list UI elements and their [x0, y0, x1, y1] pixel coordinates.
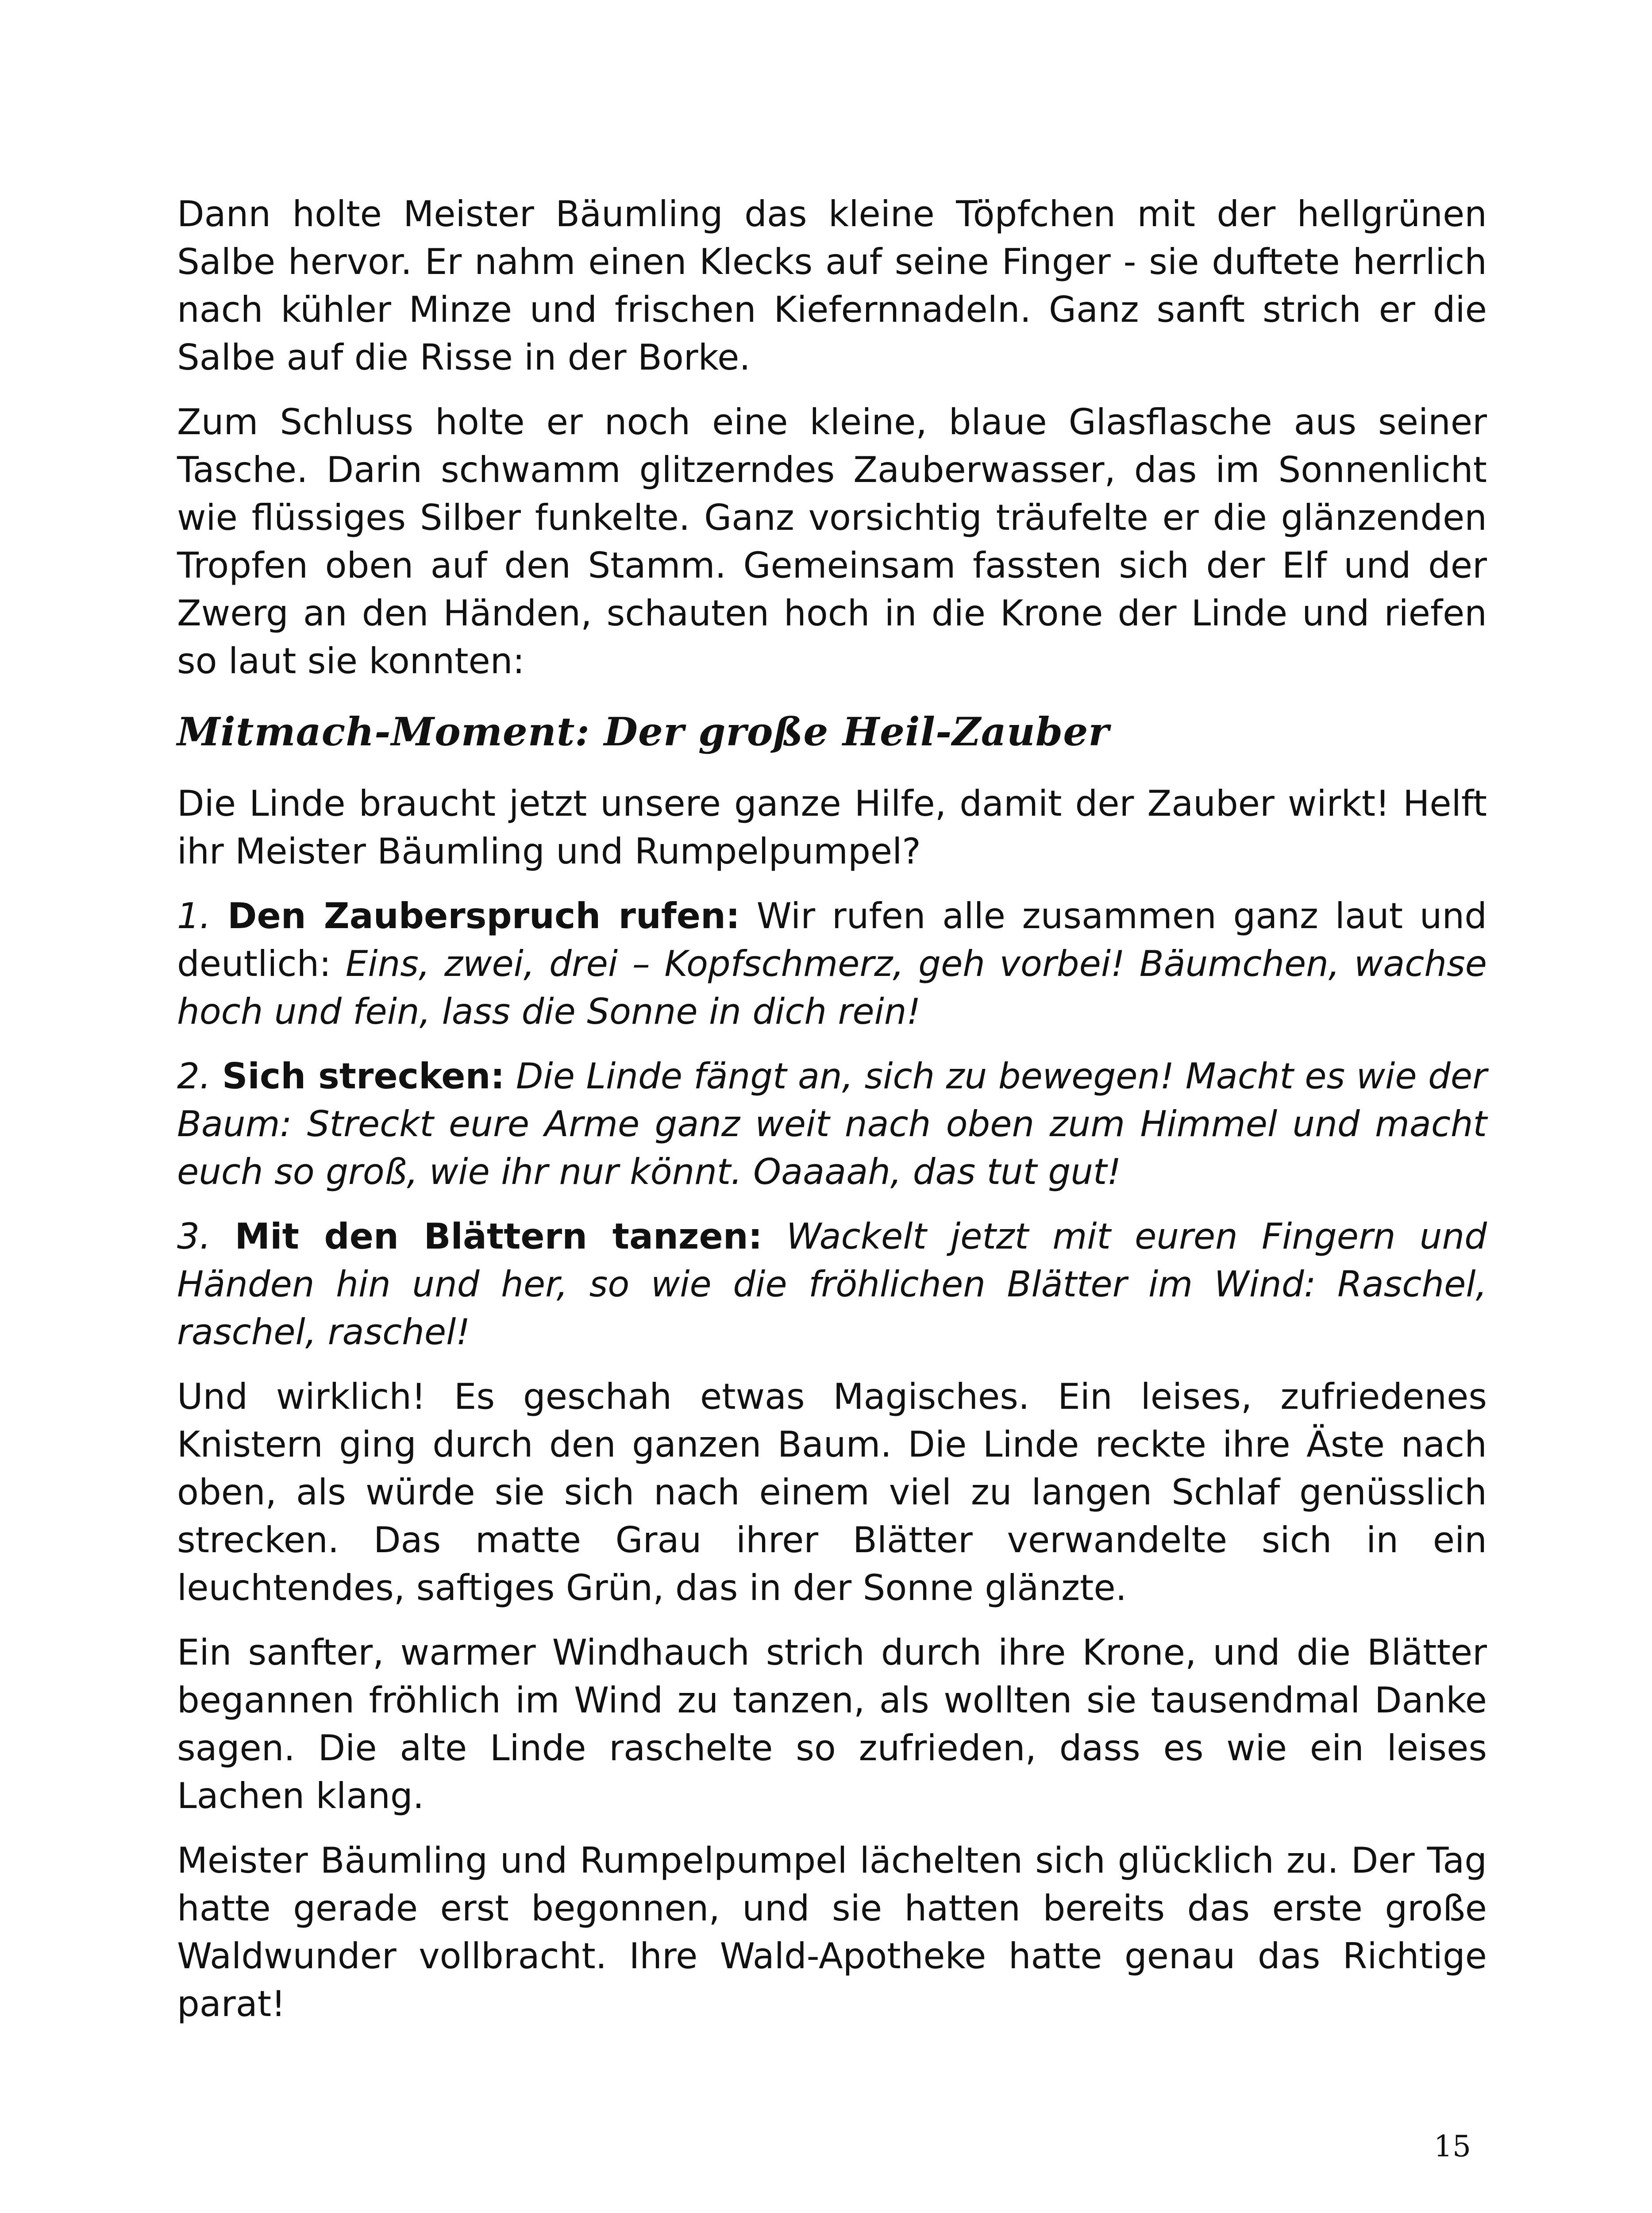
paragraph: Zum Schluss holte er noch eine kleine, blaue Glasflasche aus seiner Tasche. Darin schwamm glitzerndes Zauberwasser, das im Sonnenlicht wie flüssiges Silber funkelte. Ganz vorsichtig träufelte er die glänzenden Tropfen oben auf den Stamm. Gemeinsam fassten sich der Elf und der Zwerg an den Händen, schauten hoch in die Krone der Linde und riefen so laut sie konnten:: [177, 401, 1487, 682]
step-title: Sich strecken:: [222, 1056, 505, 1097]
paragraph: Meister Bäumling und Rumpelpumpel lächelten sich glücklich zu. Der Tag hatte gerade erst begonnen, und sie hatten bereits das erste große Waldwunder vollbracht. Ihre Wald-Apotheke hatte genau das Richtige parat!: [177, 1840, 1487, 2024]
page-number: 15: [1434, 2129, 1471, 2163]
step-lead: Wir rufen alle zusammen ganz laut und deutlich:: [177, 895, 1487, 984]
step-text: Die Linde fängt an, sich zu bewegen! Macht es wie der Baum: Streckt eure Arme ganz weit nach oben zum Himmel und macht euch so groß, wie ihr nur könnt. Oaaaah, das tut gut!: [177, 1056, 1487, 1192]
step-2: [177, 1053, 1487, 1196]
step-text: Wackelt jetzt mit euren Fingern und Händen hin und her, so wie die fröhlichen Blätter im Wind: Raschel, raschel, raschel!: [177, 1216, 1487, 1353]
step-number: 3.: [177, 1216, 211, 1257]
step-number: 2.: [177, 1056, 211, 1097]
step-text: Eins, zwei, drei – Kopfschmerz, geh vorbei! Bäumchen, wachse hoch und fein, lass die Sonne in dich rein!: [177, 943, 1487, 1032]
paragraph: Dann holte Meister Bäumling das kleine Töpfchen mit der hellgrünen Salbe hervor. Er nahm einen Klecks auf seine Finger - sie duftete herrlich nach kühler Minze und frischen Kiefernnadeln. Ganz sanft strich er die Salbe auf die Risse in der Borke.: [177, 193, 1487, 378]
section-heading: Mitmach-Moment: Der große Heil-Zauber: [177, 709, 1109, 755]
step-title: Mit den Blättern tanzen:: [235, 1216, 762, 1257]
paragraph: Ein sanfter, warmer Windhauch strich durch ihre Krone, und die Blätter begannen fröhlich im Wind zu tanzen, als wollten sie tausendmal Danke sagen. Die alte Linde raschelte so zufrieden, dass es wie ein leises Lachen klang.: [177, 1632, 1487, 1816]
step-3: [177, 1213, 1487, 1356]
paragraph: Und wirklich! Es geschah etwas Magisches. Ein leises, zufriedenes Knistern ging durch den ganzen Baum. Die Linde reckte ihre Äste nach oben, als würde sie sich nach einem viel zu langen Schlaf genüsslich strecken. Das matte Grau ihrer Blätter verwandelte sich in ein leuchtendes, saftiges Grün, das in der Sonne glänzte.: [177, 1376, 1487, 1608]
step-1: [177, 892, 1487, 1036]
step-number: 1.: [177, 895, 211, 937]
step-title: Den Zauberspruch rufen:: [227, 895, 740, 937]
section-intro: Die Linde braucht jetzt unsere ganze Hilfe, damit der Zauber wirkt! Helft ihr Meister Bäumling und Rumpelpumpel?: [177, 783, 1487, 872]
page-body: [177, 190, 1487, 2045]
